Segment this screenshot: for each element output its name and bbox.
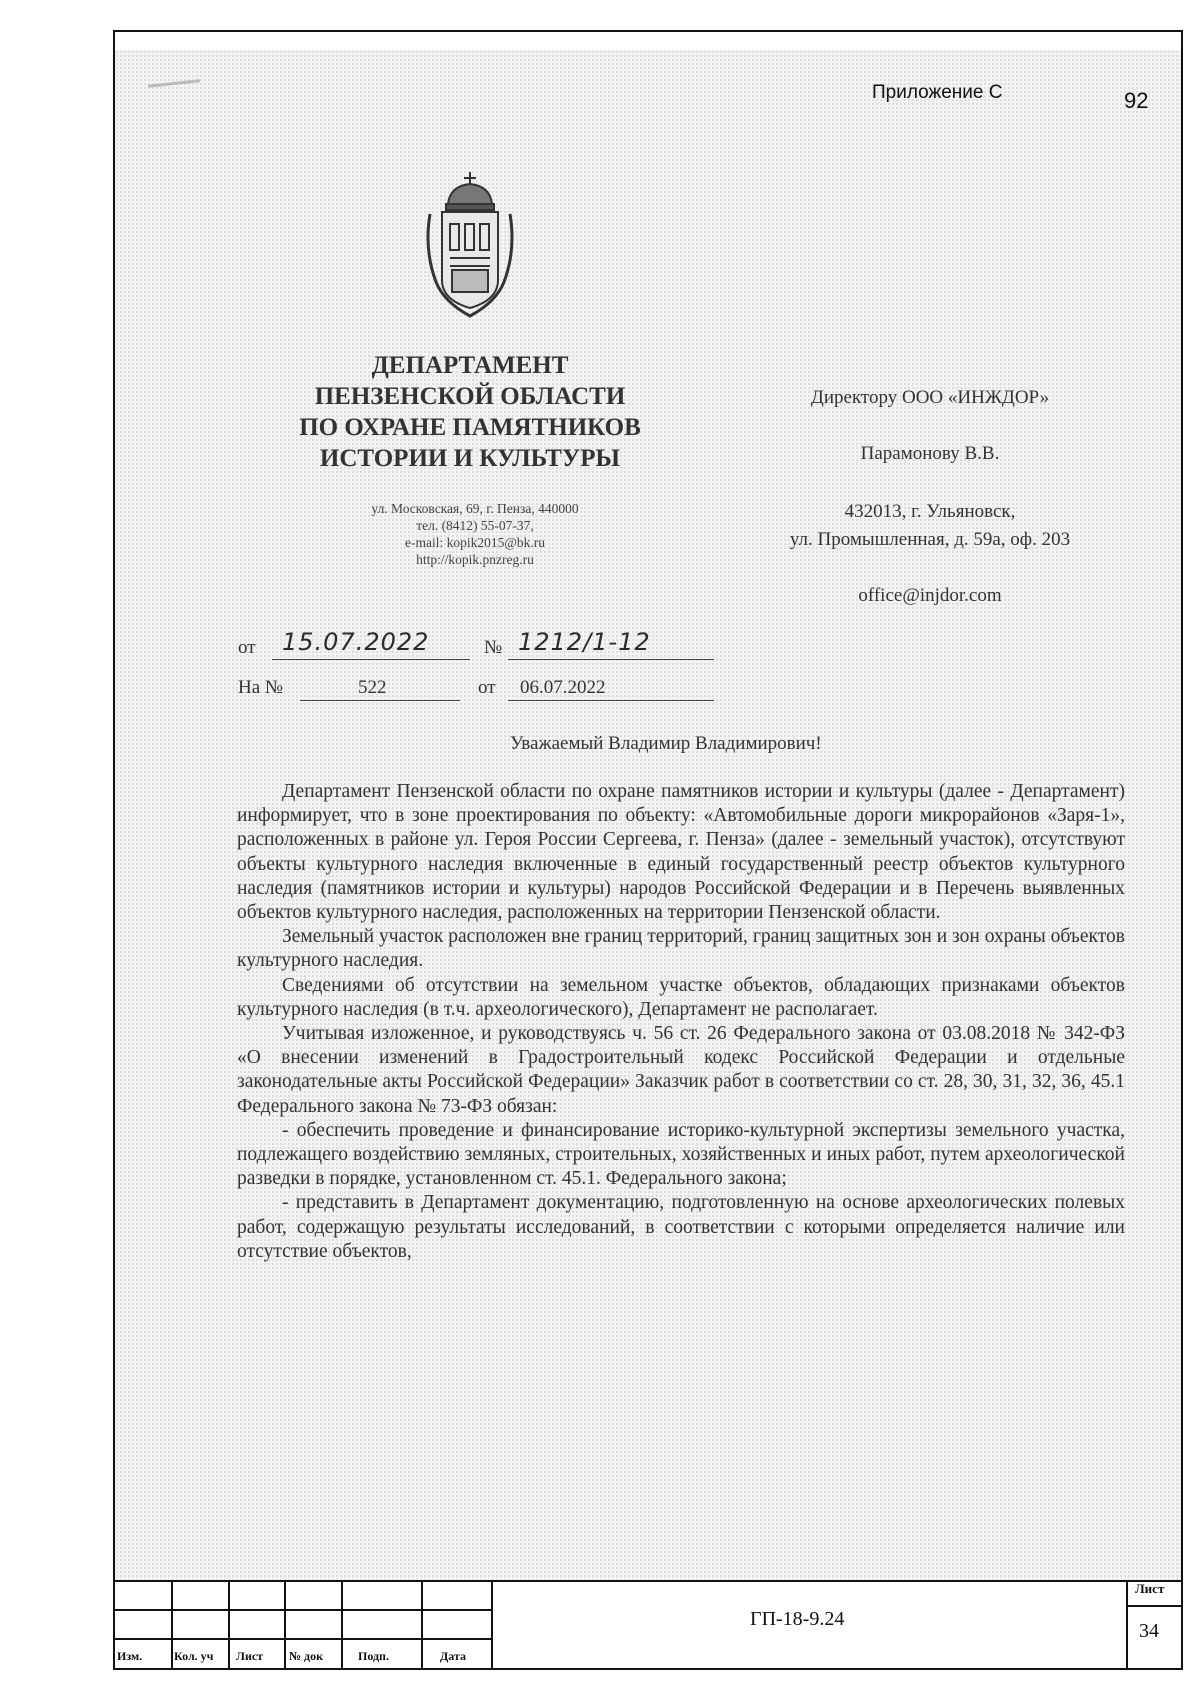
body-paragraph: Земельный участок расположен вне границ территорий, границ защитных зон и зон охраны объектов культурного наследия. [237, 926, 1125, 972]
sender-email: e-mail: kopik2015@bk.ru [405, 535, 545, 550]
stamp-label-sheet: Лист [236, 1649, 264, 1663]
recipient-email: office@injdor.com [858, 585, 1002, 606]
body-paragraph: - представить в Департамент документацию, подготовленную на основе археологических полевых работ, содержащую результаты исследований, в соответствии с которыми определяется наличие или отсутствие объектов, [237, 1192, 1125, 1262]
stamp-label-change: Изм. [117, 1649, 143, 1663]
reference-from-label: от [478, 677, 496, 698]
reference-number-underline [300, 700, 460, 701]
recipient-position: Директору ООО «ИНЖДОР» [810, 387, 1050, 408]
document-code: ГП-18-9.24 [750, 1608, 845, 1630]
sheet-number: 34 [1139, 1620, 1159, 1642]
body-paragraph: Учитывая изложенное, и руководствуясь ч. 56 ст. 26 Федерального закона от 03.08.2018 № 342-ФЗ «О внесении изменений в Градостроительный кодекс Российской Федерации и отдельные законодательные акты Российской Федерации» Заказчик работ в соответствии со ст. 28, 30, 31, 32, 36, 45.1 Федерального закона № 73-ФЗ обязан: [237, 1023, 1125, 1117]
stamp-line [284, 1580, 286, 1670]
reference-date: 06.07.2022 [520, 677, 606, 698]
dept-line: ПЕНЗЕНСКОЙ ОБЛАСТИ [314, 383, 626, 410]
recipient-city: 432013, г. Ульяновск, [844, 501, 1016, 522]
stamp-line [171, 1580, 173, 1670]
stamp-label-docno: № док [289, 1649, 324, 1663]
outgoing-date-underline [272, 659, 470, 660]
stamp-line [113, 1580, 1183, 1582]
body-paragraph: Сведениями об отсутствии на земельном участке объектов, обладающих признаками объектов культурного наследия (в т.ч. археологического), Департамент не располагает. [237, 974, 1125, 1020]
body-paragraph: Департамент Пензенской области по охране памятников истории и культуры (далее - Департамент) информирует, что в зоне проектирования по объекту: «Автомобильные дороги микрорайонов «Заря-1», расположенных в районе ул. Героя России Сергеева, г. Пенза» (далее - земельный участок), отсутствуют объекты культурного наследия включенные в единый государственный реестр объектов культурного наследия (памятников истории и культуры) народов Российской Федерации и в Перечень выявленных объектов культурного наследия, расположенных на территории Пензенской области. [237, 781, 1125, 924]
outgoing-number: 1212/1-12 [518, 628, 651, 656]
dept-line: ИСТОРИИ И КУЛЬТУРЫ [319, 445, 621, 472]
stamp-line [113, 1638, 493, 1640]
sender-department-name [270, 350, 670, 474]
stamp-line [421, 1580, 423, 1670]
reference-number: 522 [358, 677, 387, 698]
outgoing-date: 15.07.2022 [282, 628, 430, 656]
sender-phone: тел. (8412) 55-07-37, [416, 518, 534, 533]
recipient-name: Парамонову В.В. [860, 443, 1000, 464]
reference-label: На № [238, 677, 284, 698]
outgoing-no-label: № [484, 637, 503, 658]
stamp-label-date: Дата [440, 1649, 466, 1663]
appendix-label: Приложение С [872, 82, 1003, 103]
sheet-label: Лист [1135, 1581, 1165, 1596]
stamp-label-signature: Подп. [358, 1649, 389, 1663]
stamp-line [491, 1580, 493, 1670]
sender-address: ул. Московская, 69, г. Пенза, 440000 [371, 501, 579, 516]
stamp-line [228, 1580, 230, 1670]
recipient-street: ул. Промышленная, д. 59а, оф. 203 [789, 529, 1071, 550]
sender-website: http://kopik.pnzreg.ru [416, 552, 534, 567]
stamp-line [1127, 1605, 1183, 1607]
dept-line: ДЕПАРТАМЕНТ [371, 352, 569, 379]
body-paragraph: - обеспечить проведение и финансирование историко-культурной экспертизы земельного участка, подлежащего воздействию земляных, строительных, хозяйственных и иных работ, путем археологической разведки в порядке, установленном ст. 45.1. Федерального закона; [237, 1119, 1125, 1190]
stamp-line [341, 1580, 343, 1670]
stamp-label-count: Кол. уч [174, 1649, 214, 1663]
outgoing-number-underline [508, 659, 714, 660]
coat-of-arms-emblem [420, 170, 520, 320]
outgoing-from-label: от [238, 637, 256, 658]
stamp-line [113, 1609, 493, 1611]
dept-line: ПО ОХРАНЕ ПАМЯТНИКОВ [299, 414, 641, 441]
stamp-line [1126, 1580, 1128, 1670]
letter-body [237, 780, 1125, 1264]
greeting: Уважаемый Владимир Владимирович! [510, 733, 822, 754]
sender-contacts [300, 500, 650, 568]
reference-date-underline [508, 700, 714, 701]
page-number: 92 [1124, 88, 1149, 113]
